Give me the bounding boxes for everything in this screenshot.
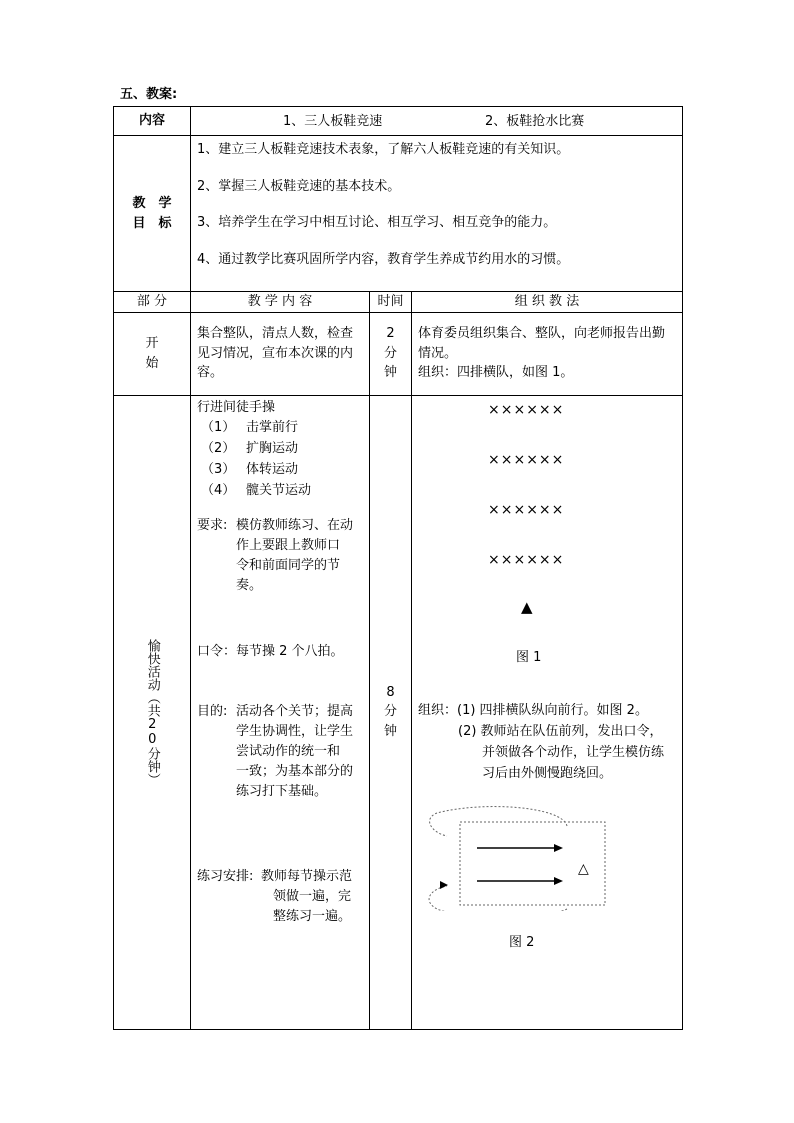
warmup-method	[412, 396, 682, 1029]
warmup-row	[114, 395, 683, 1029]
start-time-line2: 分	[383, 345, 397, 361]
objectives-row	[114, 136, 683, 292]
organization-line1: 组织：(1) 四排横队纵向前行。如图 2。	[418, 702, 648, 718]
lesson-plan-table	[113, 106, 683, 1030]
objectives-list	[191, 136, 683, 292]
figure-2-caption: 图 2	[509, 934, 535, 950]
return-path-bottom	[429, 886, 567, 911]
section-heading: 五、教案:	[120, 87, 178, 102]
practice-label: 练习安排:	[197, 868, 254, 884]
practice-text: 教师每节操示范 领做一遍，完 整练习一遍。	[261, 868, 353, 924]
column-header-method: 组 织 教 法	[412, 292, 683, 313]
figure-2-diagram	[422, 801, 612, 911]
teacher-open-triangle-icon: △	[578, 860, 589, 877]
objective-item: 2、掌握三人板鞋竞速的基本技术。	[197, 178, 401, 194]
formation-row: ××××××	[488, 501, 565, 518]
exercise-name: 体转运动	[246, 461, 299, 477]
organization-line2: (2) 教师站在队伍前列，发出口令，	[458, 723, 663, 739]
objectives-label-line1: 教 学	[132, 196, 172, 211]
start-part-line1: 开	[145, 336, 159, 351]
exercise-item: （4）	[201, 482, 236, 498]
content-item-2: 2、板鞋抢水比赛	[485, 114, 585, 129]
teacher-triangle-icon: ▲	[521, 597, 533, 616]
exercise-item: （2）	[201, 440, 236, 456]
content-item-1: 1、三人板鞋竞速	[283, 114, 383, 129]
column-header-part: 部 分	[114, 292, 191, 313]
requirement-label: 要求:	[197, 517, 228, 533]
warmup-part-label: 愉快活动（共20分钟）	[144, 638, 160, 786]
command-text: 口令：每节操 2 个八拍。	[197, 643, 344, 659]
start-method-line1: 体育委员组织集合、整队，向老师报告出勤情况。	[418, 326, 666, 361]
formation-row: ××××××	[488, 401, 565, 418]
warmup-time-line2: 分	[383, 704, 397, 720]
return-path-top	[430, 806, 567, 835]
objectives-label-line2: 目 标	[132, 215, 172, 231]
column-header-row	[114, 292, 683, 313]
objective-item: 3、培养学生在学习中相互讨论、相互学习、相互竞争的能力。	[197, 215, 557, 230]
warmup-time-line3: 钟	[383, 723, 397, 739]
exercise-name: 扩胸运动	[246, 440, 299, 456]
content-row	[114, 107, 683, 136]
warmup-title: 行进间徒手操	[197, 399, 276, 415]
column-header-content: 教 学 内 容	[191, 292, 370, 313]
purpose-label: 目的:	[197, 703, 228, 719]
warmup-time-line1: 8	[386, 684, 395, 700]
exercise-item: （1）	[201, 419, 236, 435]
exercise-item: （3）	[201, 461, 236, 477]
path-arrowhead	[440, 881, 448, 889]
formation-row: ××××××	[488, 451, 565, 468]
start-method-line2: 组织：四排横队，如图 1。	[418, 365, 574, 381]
march-arrowhead-2	[554, 877, 563, 885]
start-content: 集合整队，清点人数，检查见习情况，宣布本次课的内容。	[191, 312, 370, 395]
content-items	[191, 110, 682, 132]
figure-1-caption: 图 1	[516, 649, 542, 665]
march-arrowhead-1	[554, 844, 563, 852]
exercise-name: 击掌前行	[246, 419, 299, 435]
start-row	[114, 312, 683, 395]
start-time-line1: 2	[386, 326, 395, 342]
requirement-text: 模仿教师练习、在动 作上要跟上教师口 令和前面同学的节 奏。	[236, 517, 354, 593]
formation-row: ××××××	[488, 551, 565, 568]
start-time-line3: 钟	[383, 365, 397, 381]
objective-item: 4、通过教学比赛巩固所学内容，教育学生养成节约用水的习惯。	[197, 251, 570, 267]
organization-line3: 并领做各个动作，让学生模仿练	[482, 744, 665, 760]
start-part-line2: 始	[145, 355, 159, 371]
column-header-time: 时间	[370, 292, 412, 313]
purpose-text: 活动各个关节；提高 学生协调性，让学生 尝试动作的统一和 一致；为基本部分的 练习打下基础。	[236, 703, 354, 800]
objective-item: 1、建立三人板鞋竞速技术表象，了解六人板鞋竞速的有关知识。	[197, 142, 570, 157]
content-label: 内容	[114, 107, 191, 136]
organization-line4: 习后由外侧慢跑绕回。	[482, 765, 613, 781]
exercise-name: 髋关节运动	[246, 482, 312, 498]
